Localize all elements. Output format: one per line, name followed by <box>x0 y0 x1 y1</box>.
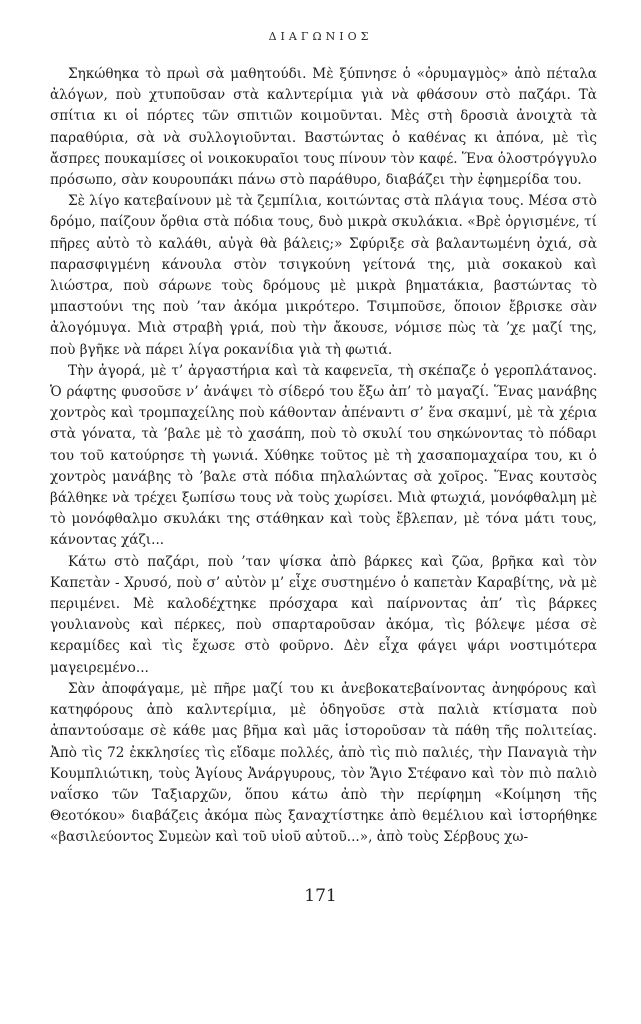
paragraph: Σὲ λίγο κατεβαίνουν μὲ τὰ ζεμπίλια, κοιτώντας στὰ πλάγια τους. Μέσα στὸ δρόμο, παίζουν ὄρθια στὰ πόδια τους, δυὸ μικρὰ σκυλάκια. «Βρὲ ὀργισμένε, τί πῆρες αὐτὸ τὸ καλάθι, αὐγὰ θὰ βάλεις;» Σφύριξε σὰ βαλαντωμένη ὀχιά, σὰ παρασφιγμένη κάνουλα στὸν τσιγκούνη γείτονά της, μιὰ σοκακοὺ καὶ λιώστρα, ποὺ σάρωνε τοὺς δρόμους μὲ μικρὰ βηματάκια, βαστώντας τὸ μπαστούνι της ποὺ ’ταν ἀκόμα μικρότερο. Τσιμποῦσε, ὅποιον ἔβρισκε σὰν ἀλογόμυγα. Μιὰ στραβὴ γριά, ποὺ τὴν ἄκουσε, νόμισε πὼς τὰ ’χε μαζί της, ποὺ βγῆκε νὰ πάρει λίγα ροκανίδια γιὰ τὴ φωτιά. <box>50 193 597 358</box>
body-text <box>50 64 597 849</box>
page-number: 171 <box>304 886 337 906</box>
paragraph: Τὴν ἀγορά, μὲ τ’ ἀργαστήρια καὶ τὰ καφενεῖα, τὴ σκέπαζε ὁ γεροπλάτανος. Ὁ ράφτης φυσοῦσε ν’ ἀνάψει τὸ σίδερό του ἔξω ἀπ’ τὸ μαγαζί. Ἕνας μανάβης χοντρὸς καὶ τρομπαχείλης ποὺ κάθονταν ἀπέναντι σ’ ἕνα σκαμνί, μὲ τὰ χέρια στὰ γόνατα, τὰ ’βαλε μὲ τὸ χασάπη, ποὺ τὸ σκυλί του σηκώνοντας τὸ πόδαρι του τοῦ κατούρησε τὴ γωνιά. Χύθηκε τοῦτος μὲ τὴ χασαπομαχαίρα του, κι ὁ χοντρὸς μανάβης τὸ ’βαλε στὰ πόδια πηλαλώντας σὰ χοῖρος. Ἕνας κουτσὸς βάλθηκε νὰ τρέχει ξωπίσω τους νὰ τοὺς χωρίσει. Μιὰ φτωχιά, μονόφθαλμη μὲ τὸ μονόφθαλμο σκυλάκι της στάθηκαν καὶ τοὺς ἔβλεπαν, μὲ τόνα μάτι τους, κάνοντας χάζι... <box>50 362 597 549</box>
paragraph: Κάτω στὸ παζάρι, ποὺ ’ταν ψίσκα ἀπὸ βάρκες καὶ ζῶα, βρῆκα καὶ τὸν Καπετὰν - Χρυσό, ποὺ σ’ αὐτὸν μ’ εἶχε συστημένο ὁ καπετὰν Καραβίτης, νὰ μὲ περιμένει. Μὲ καλοδέχτηκε πρόσχαρα καὶ παίρνοντας ἀπ’ τὶς βάρκες γουλιανοὺς καὶ πέρκες, ποὺ σπαρταροῦσαν ἀκόμα, τὶς βόλεψε μέσα σὲ κεραμίδες καὶ τὶς ἔχωσε στὸ φοῦρνο. Δὲν εἶχα φάγει ψάρι νοστιμότερα μαγειρεμένο... <box>50 553 597 676</box>
paragraph: Σὰν ἀποφάγαμε, μὲ πῆρε μαζί του κι ἀνεβοκατεβαίνοντας ἀνηφόρους καὶ κατηφόρους ἀπὸ καλντερίμια, μὲ ὁδηγοῦσε στὰ παλιὰ κτίσματα ποὺ ἀπαντούσαμε σὲ κάθε μας βῆμα καὶ μᾶς ἱστοροῦσαν τὰ πάθη τῆς πολιτείας. Ἀπὸ τὶς 72 ἐκκλησίες τὶς εἴδαμε πολλές, ἀπὸ τὶς πιὸ παλιές, τὴν Παναγιὰ τὴν Κουμπλιώτικη, τοὺς Ἁγίους Ἀνάργυρους, τὸν Ἅγιο Στέφανο καὶ τὸν πιὸ παλιὸ ναΐσκο τῶν Ταξιαρχῶν, ὅπου κάτω ἀπὸ τὴν περίφημη «Κοίμηση τῆς Θεοτόκου» διαβάζεις ἀκόμα πὼς ξαναχτίστηκε ἀπὸ θεμέλιου καὶ ἱστορήθηκε «βασιλεύοντος Συμεὼν καὶ τοῦ υἱοῦ αὐτοῦ...», ἀπὸ τοὺς Σέρβους χω- <box>50 680 597 846</box>
running-title: ΔΙΑΓΩΝΙΟΣ <box>268 30 373 43</box>
paragraph: Σηκώθηκα τὸ πρωὶ σὰ μαθητούδι. Μὲ ξύπνησε ὁ «ὀρυμαγμὸς» ἀπὸ πέταλα ἀλόγων, ποὺ χτυποῦσαν στὰ καλντερίμια γιὰ νὰ φθάσουν στὸ παζάρι. Τὰ σπίτια κι οἱ πόρτες τῶν σπιτιῶν κοιμοῦνται. Μὲς στὴ δροσιὰ ἀνοιχτὰ τὰ παραθύρια, σὰ νὰ συλλογιοῦνται. Βαστώντας ὁ καθένας κι ἀπόνα, μὲ τὶς ἄσπρες πουκαμίσες οἱ νοικοκυραῖοι τους πίνουν τὸν καφέ. Ἕνα ὁλοστρόγγυλο πρόσωπο, σὰν κουρουπάκι πάνω στὸ παράθυρο, διαβάζει τὴν ἐφημερίδα του. <box>50 66 597 189</box>
